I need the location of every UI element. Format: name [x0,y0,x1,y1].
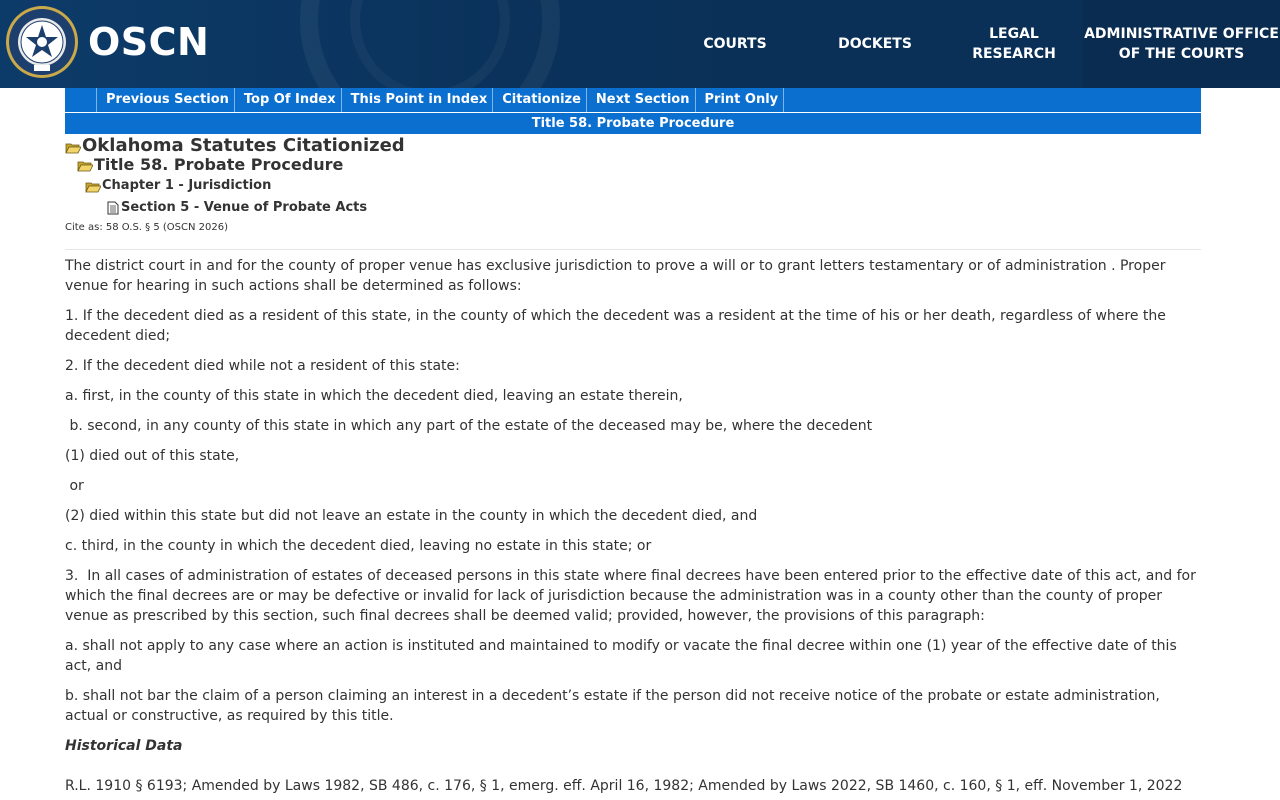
statute-paragraph: 2. If the decedent died while not a resident of this state: [65,358,460,374]
tree-chapter[interactable] [85,178,271,193]
nav-legal-research-line2: RESEARCH [972,46,1056,62]
historical-data-text: R.L. 1910 § 6193; Amended by Laws 1982, SB 486, c. 176, § 1, emerg. eff. April 16, 1982; Amended by Laws 2022, SB 1460, c. 160, § 1, eff. November 1, 2022 [65,778,1183,794]
document-icon [107,201,119,215]
historical-data-heading: Historical Data [65,738,183,754]
statute-paragraph: (2) died within this state but did not leave an estate in the county in which the decedent died, and [65,508,758,524]
header-background-seal-inner [350,0,510,88]
statute-paragraph: b. shall not bar the claim of a person claiming an interest in a decedent’s estate if the person did not receive notice of the probate or estate administration, actual or constructive, as required by this title. [65,688,1160,724]
previous-section-link[interactable]: Previous Section [97,88,235,112]
tree-section[interactable] [107,199,367,215]
nav-administrative-office[interactable] [1083,0,1280,88]
site-brand[interactable]: OSCN [88,20,210,64]
statute-paragraph: a. shall not apply to any case where an action is instituted and maintained to modify or vacate the final decree within one (1) year of the effective date of this act, and [65,638,1177,674]
print-only-link[interactable]: Print Only [696,88,785,112]
statute-paragraph: b. second, in any county of this state in which any part of the estate of the deceased may be, where the decedent [65,418,873,434]
nav-legal-research[interactable] [945,0,1083,88]
top-of-index-link[interactable]: Top Of Index [235,88,342,112]
nav-dockets[interactable]: DOCKETS [838,36,912,52]
tree-root[interactable] [65,135,405,156]
toolbar-spacer [65,88,97,112]
section-toolbar [65,88,1201,112]
title-bar: Title 58. Probate Procedure [65,113,1201,134]
top-navigation [665,0,1280,88]
tree-section-label: Section 5 - Venue of Probate Acts [121,199,368,215]
this-point-in-index-link[interactable]: This Point in Index [342,88,494,112]
nav-legal-research-line1: LEGAL [989,26,1039,42]
statute-paragraph: 3. In all cases of administration of estates of deceased persons in this state where final decrees have been entered prior to the effective date of this act, and for which the final decrees are or may be defective or invalid for lack of jurisdiction because the administration was in a county other than the county of proper venue as prescribed by this section, such final decrees shall be deemed valid; provided, however, the provisions of this paragraph: [65,568,1201,624]
statute-paragraph: (1) died out of this state, [65,448,240,464]
citationize-link[interactable]: Citationize [493,88,587,112]
nav-courts[interactable]: COURTS [703,36,767,52]
tree-title-label: Title 58. Probate Procedure [94,155,344,174]
site-header [0,0,1280,88]
nav-admin-line2: OF THE COURTS [1118,46,1245,62]
cite-as: Cite as: 58 O.S. § 5 (OSCN 2026) [65,222,228,233]
supreme-court-seal-logo[interactable] [5,5,79,79]
tree-chapter-label: Chapter 1 - Jurisdiction [102,178,272,193]
next-section-link[interactable]: Next Section [587,88,696,112]
statute-paragraph: a. first, in the county of this state in which the decedent died, leaving an estate therein, [65,388,683,404]
statute-paragraph: 1. If the decedent died as a resident of this state, in the county of which the decedent was a resident at the time of his or her death, regardless of where the decedent died; [65,308,1166,344]
statute-text [65,256,1201,796]
folder-open-icon [85,181,101,193]
folder-open-icon [77,160,93,172]
divider [65,249,1201,250]
statute-paragraph: The district court in and for the county of proper venue has exclusive jurisdiction to prove a will or to grant letters testamentary or of administration . Proper venue for hearing in such actions shall be determined as follows: [65,258,1166,294]
nav-admin-line1: ADMINISTRATIVE OFFICE [1084,26,1279,42]
tree-title[interactable] [77,155,343,174]
tree-root-label: Oklahoma Statutes Citationized [82,135,405,156]
statute-paragraph: c. third, in the county in which the decedent died, leaving no estate in this state; or [65,538,652,554]
folder-open-icon [65,142,81,154]
statute-paragraph: or [65,478,84,494]
